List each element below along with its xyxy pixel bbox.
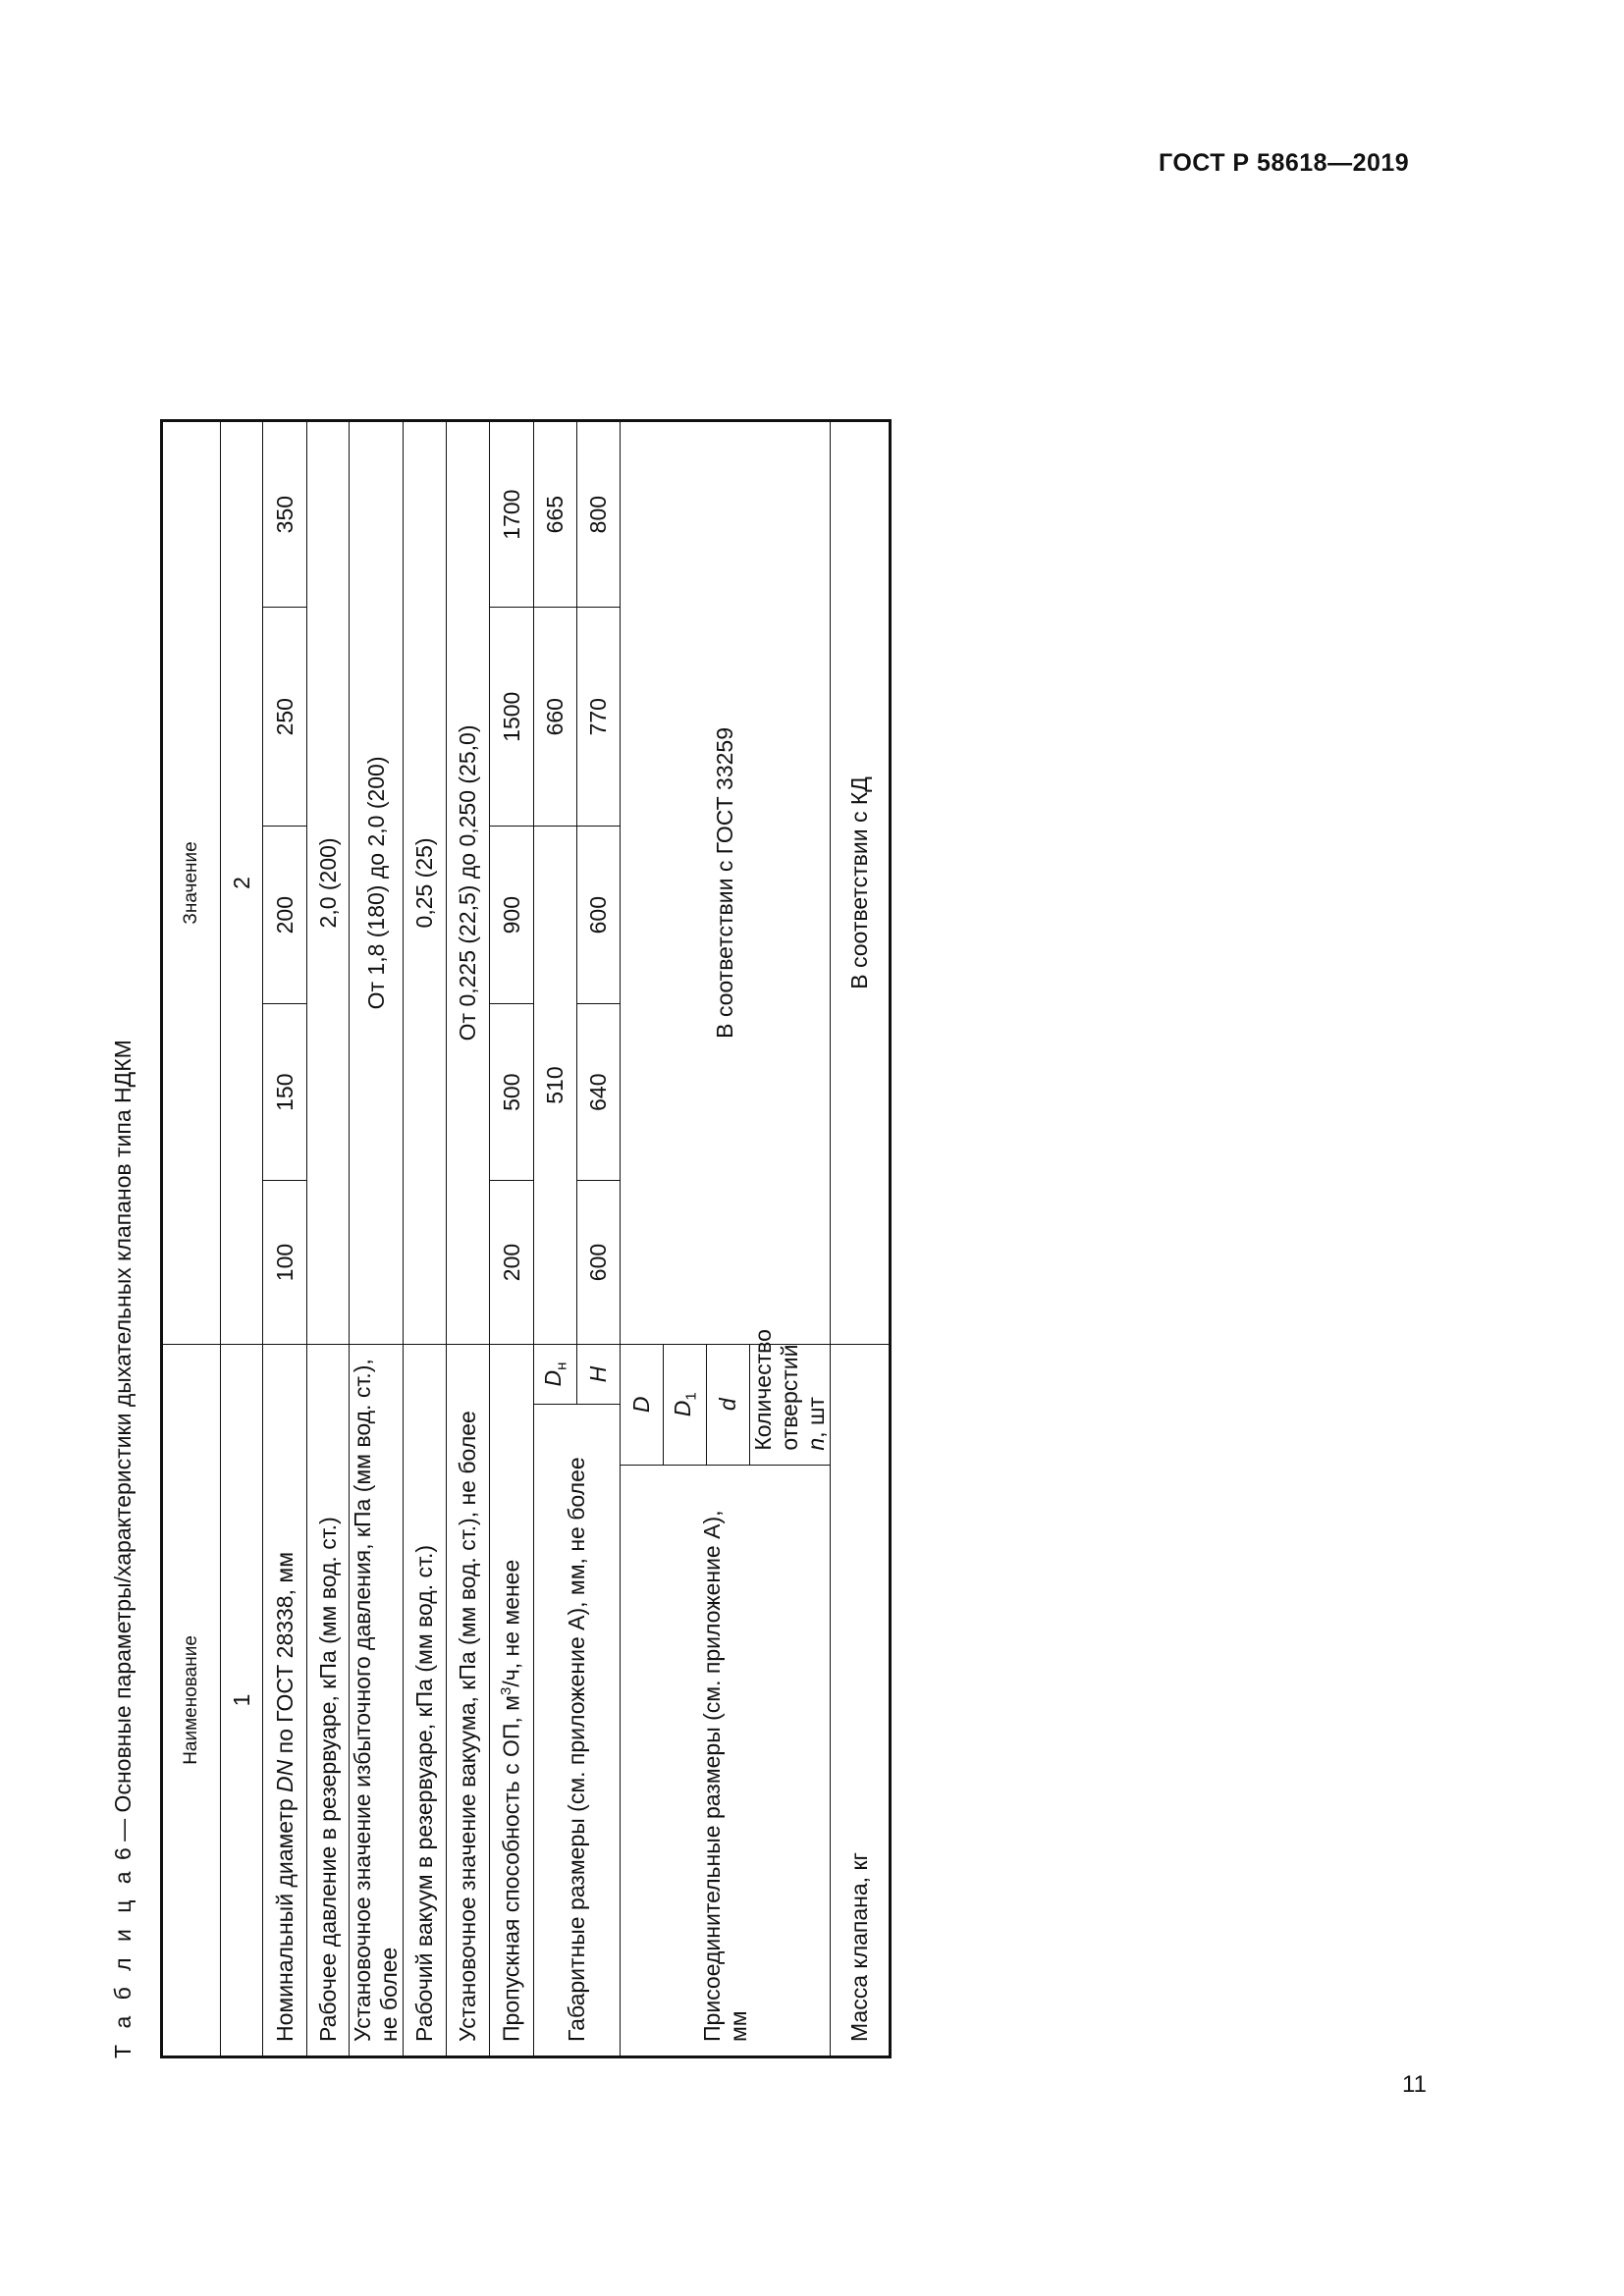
value-column-header: Значение	[162, 421, 221, 1345]
caption-prefix: Т а б л и ц а	[110, 1866, 135, 2058]
table-row	[307, 421, 350, 2057]
mass-value: В соответствии с КД	[831, 421, 891, 1345]
caption-number: 6	[110, 1847, 135, 1861]
holes-count-label: Количество отверстий n, шт	[750, 1344, 831, 1465]
dn-value: 150	[263, 1004, 307, 1181]
capacity-value: 900	[490, 827, 534, 1004]
work-vacuum-value: 0,25 (25)	[404, 421, 447, 1345]
capacity-label: Пропускная способность с ОП, $м^3/ч$, не менее	[490, 1344, 534, 2056]
set-pressure-label: Установочное значение избыточного давления, кПа (мм вод. ст.), не более	[350, 1344, 404, 2056]
d-symbol: D	[621, 1344, 664, 1465]
h-value: 600	[577, 827, 621, 1004]
rotated-table-block	[106, 419, 1284, 2058]
table-caption	[110, 1040, 136, 2058]
header-row	[162, 421, 221, 2057]
d-small-symbol: d	[707, 1344, 750, 1465]
dn-value: 200	[263, 827, 307, 1004]
table-row	[831, 421, 891, 2057]
table-row	[490, 421, 534, 2057]
h-value: 800	[577, 421, 621, 608]
capacity-value: 500	[490, 1004, 534, 1181]
d1-symbol: $D_1$	[664, 1344, 707, 1465]
standard-designation: ГОСТ Р 58618—2019	[1159, 149, 1410, 177]
work-vacuum-label: Рабочий вакуум в резервуаре, кПа (мм вод. ст.)	[404, 1344, 447, 2056]
column-number-2: 2	[221, 421, 263, 1345]
h-value: 600	[577, 1181, 621, 1345]
table-row	[263, 421, 307, 2057]
set-pressure-value: От 1,8 (180) до 2,0 (200)	[350, 421, 404, 1345]
caption-text: Основные параметры/характеристики дыхательных клапанов типа НДКМ	[110, 1040, 135, 1813]
dn-value: 100	[263, 1181, 307, 1345]
column-number-row	[221, 421, 263, 2057]
page-number: 11	[1402, 2071, 1427, 2098]
table-row	[350, 421, 404, 2057]
set-vacuum-value: От 0,225 (22,5) до 0,250 (25,0)	[447, 421, 490, 1345]
overall-dimensions-label: Габаритные размеры (см. приложение А), мм, не более	[534, 1405, 621, 2057]
column-number-1: 1	[221, 1344, 263, 2056]
h-value: 770	[577, 608, 621, 827]
work-pressure-label: Рабочее давление в резервуаре, кПа (мм вод. ст.)	[307, 1344, 350, 2056]
table-row	[404, 421, 447, 2057]
name-column-header: Наименование	[162, 1344, 221, 2056]
h-value: 640	[577, 1004, 621, 1181]
dn-value: 350	[263, 421, 307, 608]
mass-label: Масса клапана, кг	[831, 1344, 891, 2056]
dh-value: 665	[534, 421, 577, 608]
h-symbol: H	[577, 1344, 621, 1404]
capacity-value: 200	[490, 1181, 534, 1345]
table-row	[621, 421, 664, 2057]
dh-value: 510	[534, 827, 577, 1345]
capacity-value: 1700	[490, 421, 534, 608]
capacity-value: 1500	[490, 608, 534, 827]
dh-value: 660	[534, 608, 577, 827]
dn-value: 250	[263, 608, 307, 827]
set-vacuum-label: Установочное значение вакуума, кПа (мм вод. ст.), не более	[447, 1344, 490, 2056]
table-row	[447, 421, 490, 2057]
parameters-table	[160, 419, 892, 2058]
work-pressure-value: 2,0 (200)	[307, 421, 350, 1345]
connection-dimensions-label: Присоединительные размеры (см. приложение А), мм	[621, 1465, 831, 2056]
dn-label: Номинальный диаметр DN по ГОСТ 28338, мм	[263, 1344, 307, 2056]
connection-dimensions-value: В соответствии с ГОСТ 33259	[621, 421, 831, 1345]
dh-symbol: $D_н$	[534, 1344, 577, 1404]
table-row	[534, 421, 577, 2057]
caption-dash: —	[110, 1818, 135, 1842]
